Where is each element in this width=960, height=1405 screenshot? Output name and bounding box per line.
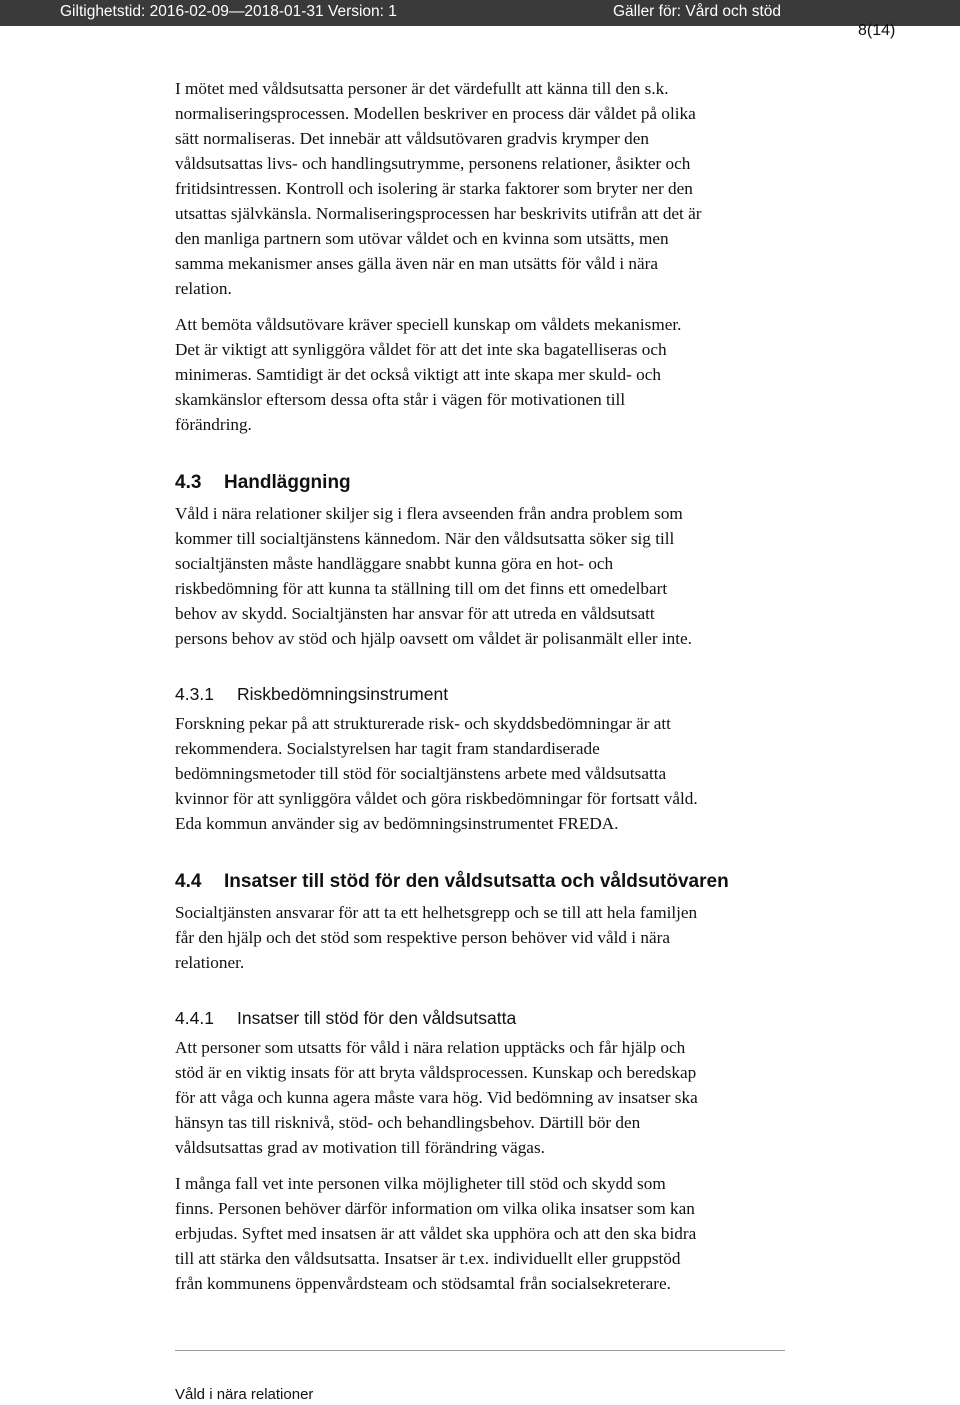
text-line: våldsutsattas livs- och handlingsutrymme, personens relationer, åsikter och bbox=[175, 154, 691, 173]
subsection-heading bbox=[175, 1006, 835, 1031]
text-line: kvinnor för att synliggöra våldet och göra riskbedömningar för fortsatt våld. bbox=[175, 789, 698, 808]
document-body bbox=[175, 76, 835, 1296]
text-line: från kommunens öppenvårdsteam och stödsamtal från socialsekreterare. bbox=[175, 1274, 671, 1293]
text-line: fritidsintressen. Kontroll och isolering är starka faktorer som bryter ner den bbox=[175, 179, 693, 198]
section-number: 4.4 bbox=[175, 871, 202, 892]
section-title: Riskbedömningsinstrument bbox=[237, 684, 449, 704]
section-heading bbox=[175, 470, 835, 495]
section-number: 4.4.1 bbox=[175, 1008, 214, 1028]
text-line: förändring. bbox=[175, 415, 252, 434]
section-title: Handläggning bbox=[224, 472, 351, 493]
text-line: I många fall vet inte personen vilka möjligheter till stöd och skydd som bbox=[175, 1174, 666, 1193]
text-line: relationer. bbox=[175, 953, 245, 972]
section-heading bbox=[175, 869, 835, 894]
text-line: Våld i nära relationer skiljer sig i flera avseenden från andra problem som bbox=[175, 504, 683, 523]
text-line: erbjudas. Syftet med insatsen är att våldet ska upphöra och att den ska bidra bbox=[175, 1224, 697, 1243]
text-line: relation. bbox=[175, 279, 232, 298]
text-line: våldsutsattas grad av motivation till förändring vägas. bbox=[175, 1138, 545, 1157]
text-line: för att våga och kunna agera måste vara hög. Vid bedömning av insatser ska bbox=[175, 1088, 698, 1107]
text-line: persons behov av stöd och hjälp oavsett om våldet är polisanmält eller inte. bbox=[175, 629, 692, 648]
applies-to-info: Gäller för: Vård och stöd bbox=[613, 3, 781, 20]
footer-divider bbox=[175, 1350, 785, 1351]
text-line: I mötet med våldsutsatta personer är det värdefullt att känna till den s.k. bbox=[175, 79, 669, 98]
paragraph bbox=[175, 1171, 835, 1296]
section-number: 4.3.1 bbox=[175, 684, 214, 704]
text-line: normaliseringsprocessen. Modellen beskriver en process där våldet på olika bbox=[175, 104, 696, 123]
text-line: till att stärka den våldsutsatta. Insatser är t.ex. individuellt eller gruppstöd bbox=[175, 1249, 681, 1268]
text-line: Forskning pekar på att strukturerade risk- och skyddsbedömningar är att bbox=[175, 714, 671, 733]
paragraph bbox=[175, 1035, 835, 1160]
subsection-heading bbox=[175, 682, 835, 707]
text-line: Eda kommun använder sig av bedömningsinstrumentet FREDA. bbox=[175, 814, 619, 833]
section-title: Insatser till stöd för den våldsutsatta bbox=[237, 1008, 517, 1028]
text-line: utsattas självkänsla. Normaliseringsprocessen har beskrivits utifrån att det är bbox=[175, 204, 702, 223]
text-line: finns. Personen behöver därför information om vilka olika insatser som kan bbox=[175, 1199, 695, 1218]
paragraph bbox=[175, 900, 835, 975]
text-line: Att personer som utsatts för våld i nära relation upptäcks och får hjälp och bbox=[175, 1038, 686, 1057]
text-line: stöd är en viktig insats för att bryta våldsprocessen. Kunskap och beredskap bbox=[175, 1063, 697, 1082]
text-line: Socialtjänsten ansvarar för att ta ett helhetsgrepp och se till att hela familjen bbox=[175, 903, 698, 922]
footer-title: Våld i nära relationer bbox=[175, 1386, 314, 1403]
paragraph bbox=[175, 501, 835, 651]
paragraph bbox=[175, 76, 835, 301]
section-title: Insatser till stöd för den våldsutsatta och våldsutövaren bbox=[224, 871, 729, 892]
text-line: Det är viktigt att synliggöra våldet för att det inte ska bagatelliseras och bbox=[175, 340, 667, 359]
text-line: får den hjälp och det stöd som respektive person behöver vid våld i nära bbox=[175, 928, 670, 947]
page-number: 8(14) bbox=[858, 22, 896, 39]
validity-info: Giltighetstid: 2016-02-09—2018-01-31 Version: 1 bbox=[60, 3, 397, 20]
text-line: rekommendera. Socialstyrelsen har tagit fram standardiserade bbox=[175, 739, 600, 758]
paragraph bbox=[175, 312, 835, 437]
text-line: minimeras. Samtidigt är det också viktigt att inte skapa mer skuld- och bbox=[175, 365, 661, 384]
text-line: socialtjänsten måste handläggare snabbt kunna göra en hot- och bbox=[175, 554, 614, 573]
text-line: den manliga partnern som utövar våldet och en kvinna som utsätts, men bbox=[175, 229, 669, 248]
document-header bbox=[0, 0, 960, 26]
text-line: kommer till socialtjänstens kännedom. När den våldsutsatta söker sig till bbox=[175, 529, 675, 548]
paragraph bbox=[175, 711, 835, 836]
text-line: sätt normaliseras. Det innebär att våldsutövaren gradvis krymper den bbox=[175, 129, 649, 148]
text-line: behov av skydd. Socialtjänsten har ansvar för att utreda en våldsutsatt bbox=[175, 604, 655, 623]
text-line: bedömningsmetoder till stöd för socialtjänstens arbete med våldsutsatta bbox=[175, 764, 667, 783]
text-line: skamkänslor eftersom dessa ofta står i vägen för motivationen till bbox=[175, 390, 626, 409]
text-line: riskbedömning för att kunna ta ställning till om det finns ett omedelbart bbox=[175, 579, 668, 598]
text-line: Att bemöta våldsutövare kräver speciell kunskap om våldets mekanismer. bbox=[175, 315, 682, 334]
text-line: samma mekanismer anses gälla även när en man utsätts för våld i nära bbox=[175, 254, 658, 273]
text-line: hänsyn tas till risknivå, stöd- och behandlingsbehov. Därtill bör den bbox=[175, 1113, 641, 1132]
section-number: 4.3 bbox=[175, 472, 202, 493]
